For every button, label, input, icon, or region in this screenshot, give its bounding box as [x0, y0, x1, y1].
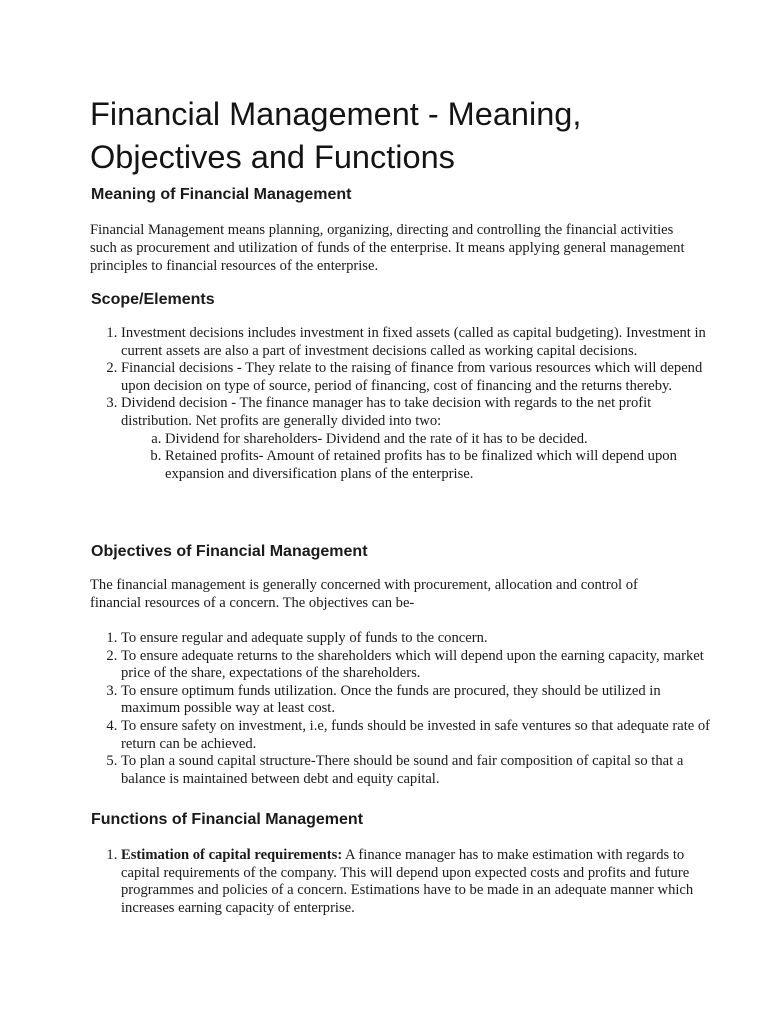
function-item-1-text: A finance manager has to make estimation with regards to capital requirements of the company. This will depend upon expected costs and profits and future programmes and policies of a concern. Estimations have to be made in an adequate manner which increases earning capacity of enterprise.	[121, 847, 694, 916]
objectives-heading: Objectives of Financial Management	[91, 543, 368, 560]
function-item-1	[121, 847, 721, 917]
objectives-paragraph: The financial management is generally concerned with procurement, allocation and control of financial resources of a concern. The objectives can be-	[90, 577, 638, 611]
scope-item-3-text: Dividend decision - The finance manager has to take decision with regards to the net profit distribution. Net profits are generally divided into two:	[121, 395, 652, 429]
page-title: Financial Management - Meaning, Objectives and Functions	[90, 96, 582, 175]
scope-subitem-a: a. Dividend for shareholders- Dividend and the rate of it has to be decided.	[165, 431, 721, 449]
objective-item-1: 1. To ensure regular and adequate supply of funds to the concern.	[121, 630, 721, 648]
functions-list	[90, 847, 721, 917]
functions-heading: Functions of Financial Management	[91, 811, 364, 828]
objective-item-4: 4. To ensure safety on investment, i.e, funds should be invested in safe ventures so that adequate rate of return can be achieved.	[121, 718, 721, 753]
scope-subitem-b: b. Retained profits- Amount of retained profits has to be finalized which will depend upon expansion and diversification plans of the enterprise.	[165, 448, 721, 483]
scope-sublist	[121, 431, 721, 484]
scope-heading: Scope/Elements	[91, 291, 215, 308]
objective-item-2: 2. To ensure adequate returns to the shareholders which will depend upon the earning capacity, market price of the share, expectations of the shareholders.	[121, 648, 721, 683]
function-item-1-term: Estimation of capital requirements:	[121, 847, 343, 863]
meaning-paragraph: Financial Management means planning, organizing, directing and controlling the financial activities such as procurement and utilization of funds of the enterprise. It means applying general management principles to financial resources of the enterprise.	[90, 222, 685, 274]
objectives-list	[90, 630, 721, 788]
scope-item-2: 2. Financial decisions - They relate to the raising of finance from various resources which will depend upon decision on type of source, period of financing, cost of financing and the returns thereby.	[121, 360, 721, 395]
meaning-heading: Meaning of Financial Management	[91, 186, 352, 203]
scope-list	[90, 325, 721, 483]
objective-item-5: 5. To plan a sound capital structure-There should be sound and fair composition of capital so that a balance is maintained between debt and equity capital.	[121, 753, 721, 788]
objective-item-3: 3. To ensure optimum funds utilization. Once the funds are procured, they should be utilized in maximum possible way at least cost.	[121, 683, 721, 718]
scope-item-1: 1. Investment decisions includes investment in fixed assets (called as capital budgeting). Investment in current assets are also a part of investment decisions called as working capital decisions.	[121, 325, 721, 360]
scope-item-3	[121, 395, 721, 483]
